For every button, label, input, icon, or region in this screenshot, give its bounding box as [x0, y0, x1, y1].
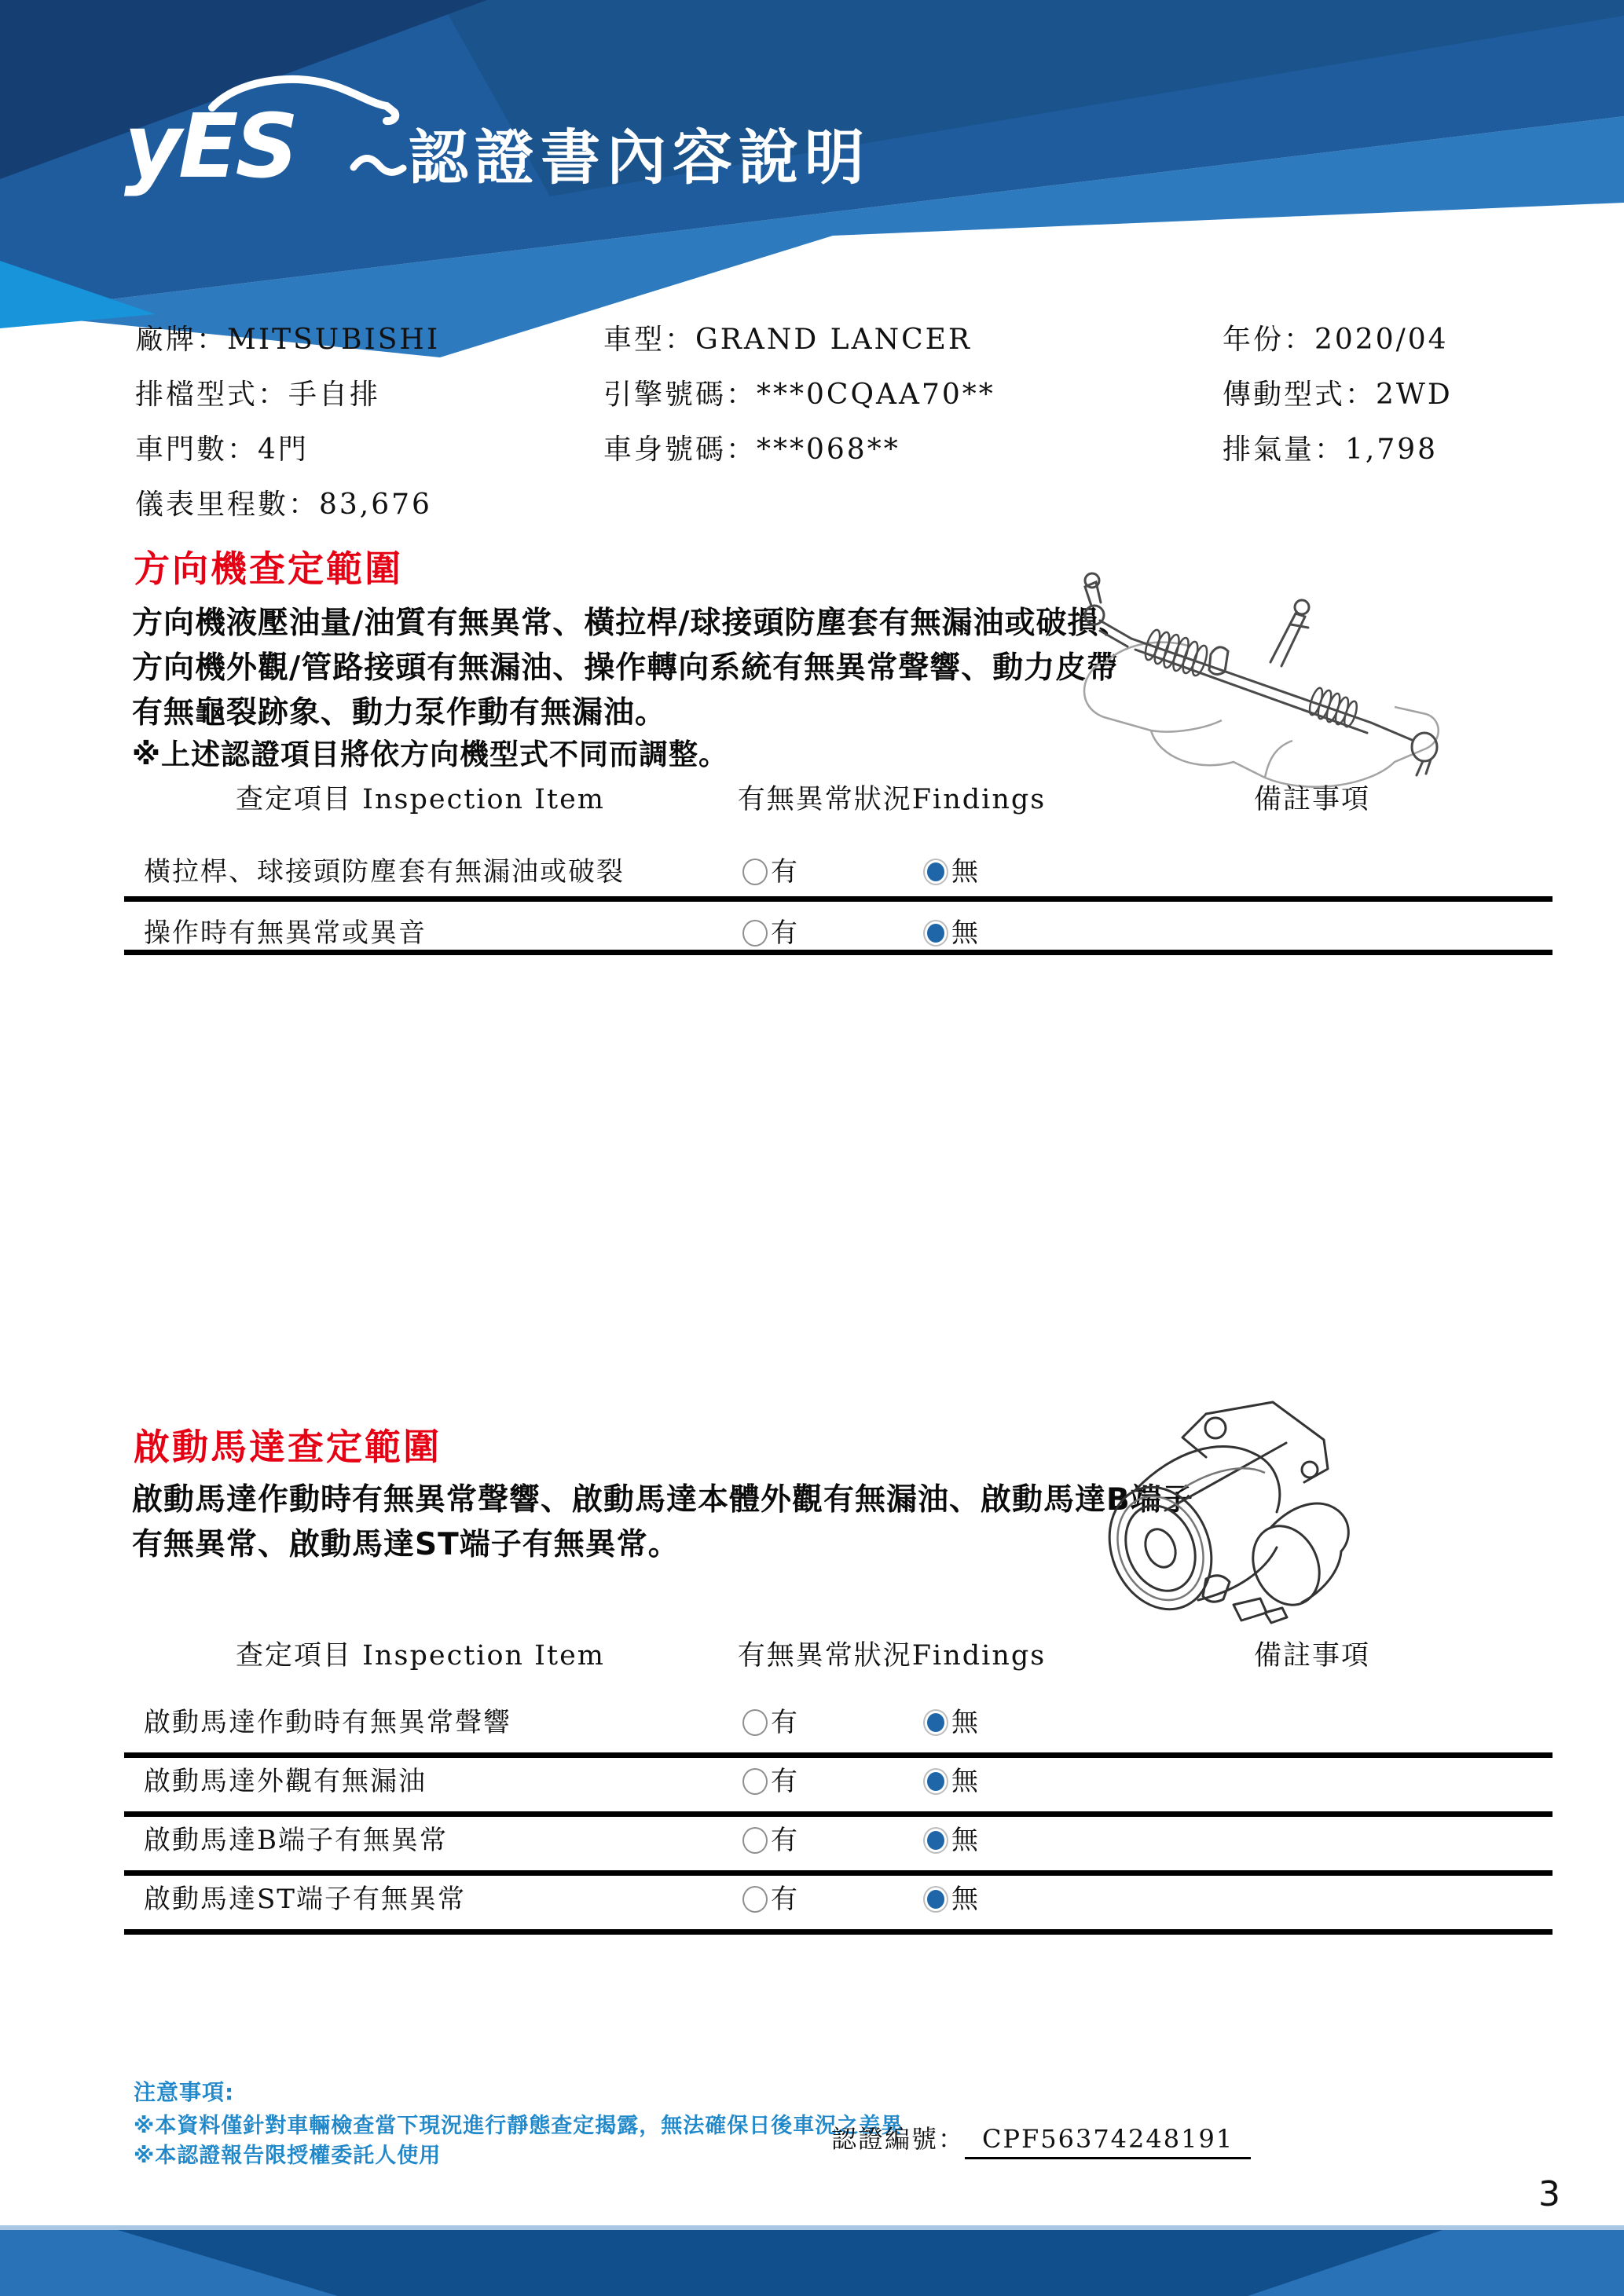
finding-option-yes — [742, 911, 797, 950]
finding-option-yes — [742, 850, 797, 888]
inspection-item-label: 啟動馬達ST端子有無異常 — [144, 1884, 466, 1915]
finding-option-yes — [742, 1818, 797, 1857]
radio-no-label: 無 — [951, 1707, 978, 1738]
finding-option-yes — [742, 1760, 797, 1798]
radio-yes[interactable] — [742, 920, 768, 947]
table-header-item: 查定項目 Inspection Item — [236, 1640, 605, 1672]
radio-no-label: 無 — [951, 1825, 978, 1856]
footer-top-strip — [0, 2225, 1624, 2230]
radio-no-selected[interactable] — [923, 859, 948, 885]
section-desc-line: 有無異常、啟動馬達ST端子有無異常。 — [132, 1527, 680, 1562]
section-title-starter: 啟動馬達查定範圍 — [134, 1426, 442, 1468]
table-row — [0, 1877, 1624, 1918]
radio-no-selected[interactable] — [923, 1768, 948, 1795]
cert-number: CPF56374248191 — [965, 2124, 1251, 2159]
radio-no-selected[interactable] — [923, 1886, 948, 1913]
footer-banner — [0, 2225, 1624, 2296]
notice-line: ※本認證報告限授權委託人使用 — [134, 2144, 442, 2168]
page-title: 認證書內容說明 — [409, 123, 871, 192]
table-header-remarks: 備註事項 — [1253, 784, 1370, 815]
inspection-item-label: 啟動馬達外觀有無漏油 — [144, 1766, 427, 1797]
radio-no-selected[interactable] — [923, 920, 948, 947]
table-header-findings: 有無異常狀況Findings — [737, 1640, 1047, 1672]
vehicle-info-column-3 — [1223, 313, 1453, 478]
info-displacement: 排氣量：1,798 — [1223, 434, 1439, 466]
info-door-count: 車門數：4門 — [135, 434, 309, 466]
radio-yes[interactable] — [742, 1768, 768, 1795]
radio-yes-label: 有 — [771, 1766, 797, 1797]
section-desc-line: 有無龜裂跡象、動力泵作動有無漏油。 — [132, 695, 667, 731]
radio-no-selected[interactable] — [923, 1709, 948, 1736]
table-row-divider — [124, 1870, 1553, 1876]
table-row-divider — [124, 1929, 1553, 1935]
table-row — [0, 1818, 1624, 1859]
info-transmission-type: 排檔型式：手自排 — [135, 379, 381, 411]
inspection-item-label: 啟動馬達B端子有無異常 — [144, 1825, 448, 1856]
starter-motor-illustration — [1088, 1394, 1359, 1634]
info-model: 車型：GRAND LANCER — [603, 324, 973, 356]
finding-option-no — [923, 1701, 978, 1739]
table-row-divider — [124, 896, 1553, 902]
inspection-item-label: 操作時有無異常或異音 — [144, 917, 427, 949]
finding-option-no — [923, 1818, 978, 1857]
finding-option-no — [923, 911, 978, 950]
info-drive-type: 傳動型式：2WD — [1223, 379, 1453, 411]
radio-yes[interactable] — [742, 1827, 768, 1854]
finding-option-no — [923, 850, 978, 888]
radio-yes[interactable] — [742, 859, 768, 885]
logo-text: yES — [124, 96, 296, 198]
table-header-remarks: 備註事項 — [1253, 1640, 1370, 1672]
section-desc-line: 方向機外觀/管路接頭有無漏油、操作轉向系統有無異常聲響、動力皮帶 — [132, 650, 1119, 686]
radio-no-label: 無 — [951, 1884, 978, 1915]
finding-option-no — [923, 1760, 978, 1798]
table-row-divider — [124, 950, 1553, 955]
table-row — [0, 850, 1624, 891]
car-swoosh-icon — [354, 158, 403, 172]
vehicle-info-column-2 — [603, 313, 995, 478]
section-desc-line: 方向機液壓油量/油質有無異常、橫拉桿/球接頭防塵套有無漏油或破損、 — [132, 606, 1131, 641]
steering-rack-illustration — [1057, 546, 1457, 797]
info-brand: 廠牌：MITSUBISHI — [135, 324, 441, 356]
section-title-steering: 方向機查定範圍 — [134, 547, 403, 590]
page-number: 3 — [1538, 2174, 1560, 2214]
radio-no-label: 無 — [951, 856, 978, 888]
finding-option-yes — [742, 1877, 797, 1916]
section-desc-line: 啟動馬達作動時有無異常聲響、啟動馬達本體外觀有無漏油、啟動馬達B端子 — [132, 1482, 1193, 1518]
notice-title: 注意事項: — [134, 2079, 235, 2105]
table-row — [0, 911, 1624, 952]
radio-yes-label: 有 — [771, 856, 797, 888]
radio-no-selected[interactable] — [923, 1827, 948, 1854]
certificate-number-row — [831, 2119, 1251, 2155]
certificate-number-label: 認證編號： — [831, 2124, 966, 2154]
radio-yes-label: 有 — [771, 1884, 797, 1915]
info-odometer: 儀表里程數：83,676 — [135, 489, 432, 521]
table-row-divider — [124, 1752, 1553, 1758]
radio-yes-label: 有 — [771, 1825, 797, 1856]
finding-option-no — [923, 1877, 978, 1916]
table-header-findings: 有無異常狀況Findings — [737, 784, 1047, 815]
table-header-item: 查定項目 Inspection Item — [236, 784, 605, 815]
radio-yes-label: 有 — [771, 917, 797, 949]
info-year: 年份：2020/04 — [1223, 324, 1449, 356]
table-row — [0, 1701, 1624, 1741]
radio-yes[interactable] — [742, 1886, 768, 1913]
table-row-divider — [124, 1811, 1553, 1817]
radio-yes-label: 有 — [771, 1707, 797, 1738]
radio-yes[interactable] — [742, 1709, 768, 1736]
radio-no-label: 無 — [951, 917, 978, 949]
vehicle-info-column-1 — [135, 313, 440, 533]
inspection-item-label: 啟動馬達作動時有無異常聲響 — [144, 1707, 511, 1738]
notice-line: ※本資料僅針對車輛檢查當下現況進行靜態查定揭露，無法確保日後車況之差異 — [134, 2114, 904, 2138]
finding-option-yes — [742, 1701, 797, 1739]
info-vin: 車身號碼：***068** — [603, 434, 900, 466]
radio-no-label: 無 — [951, 1766, 978, 1797]
section-desc-note: ※上述認證項目將依方向機型式不同而調整。 — [132, 738, 728, 771]
inspection-item-label: 橫拉桿、球接頭防塵套有無漏油或破裂 — [144, 856, 625, 888]
info-engine-number: 引擎號碼：***0CQAA70** — [603, 379, 995, 411]
table-row — [0, 1760, 1624, 1800]
yes-logo — [118, 67, 424, 200]
